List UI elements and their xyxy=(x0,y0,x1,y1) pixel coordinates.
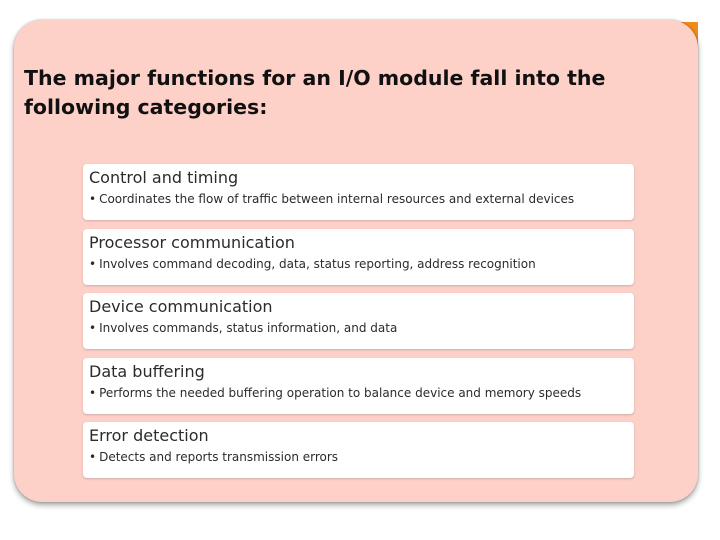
category-detail-text: Performs the needed buffering operation to balance device and memory speeds xyxy=(99,385,582,400)
category-box-data-buffering xyxy=(83,358,634,414)
category-detail xyxy=(89,385,626,401)
bullet-point: • xyxy=(89,321,97,335)
bullet-point: • xyxy=(89,450,97,464)
category-list xyxy=(83,164,634,487)
category-detail-text: Coordinates the flow of traffic between internal resources and external devices xyxy=(99,192,575,206)
category-box-control-timing xyxy=(83,164,634,220)
category-box-error-detection xyxy=(83,422,634,478)
slide-title: The major functions for an I/O module fall into the following categories: xyxy=(24,66,606,119)
category-detail-text: Involves command decoding, data, status reporting, address recognition xyxy=(99,256,536,271)
category-detail xyxy=(89,191,626,207)
category-detail xyxy=(89,449,626,465)
bullet-point: • xyxy=(89,385,97,400)
category-detail-text: Involves commands, status information, and data xyxy=(99,321,398,335)
category-detail xyxy=(89,320,626,336)
category-heading: Device communication xyxy=(89,297,273,316)
category-heading: Data buffering xyxy=(89,361,205,381)
category-heading: Control and timing xyxy=(89,168,239,187)
category-detail xyxy=(89,256,626,272)
bullet-point: • xyxy=(89,192,97,206)
category-box-processor-communication xyxy=(83,229,634,285)
category-detail-text: Detects and reports transmission errors xyxy=(99,450,339,464)
category-heading: Error detection xyxy=(89,426,209,445)
category-heading: Processor communication xyxy=(89,232,295,252)
category-box-device-communication xyxy=(83,293,634,349)
bullet-point: • xyxy=(89,256,97,271)
